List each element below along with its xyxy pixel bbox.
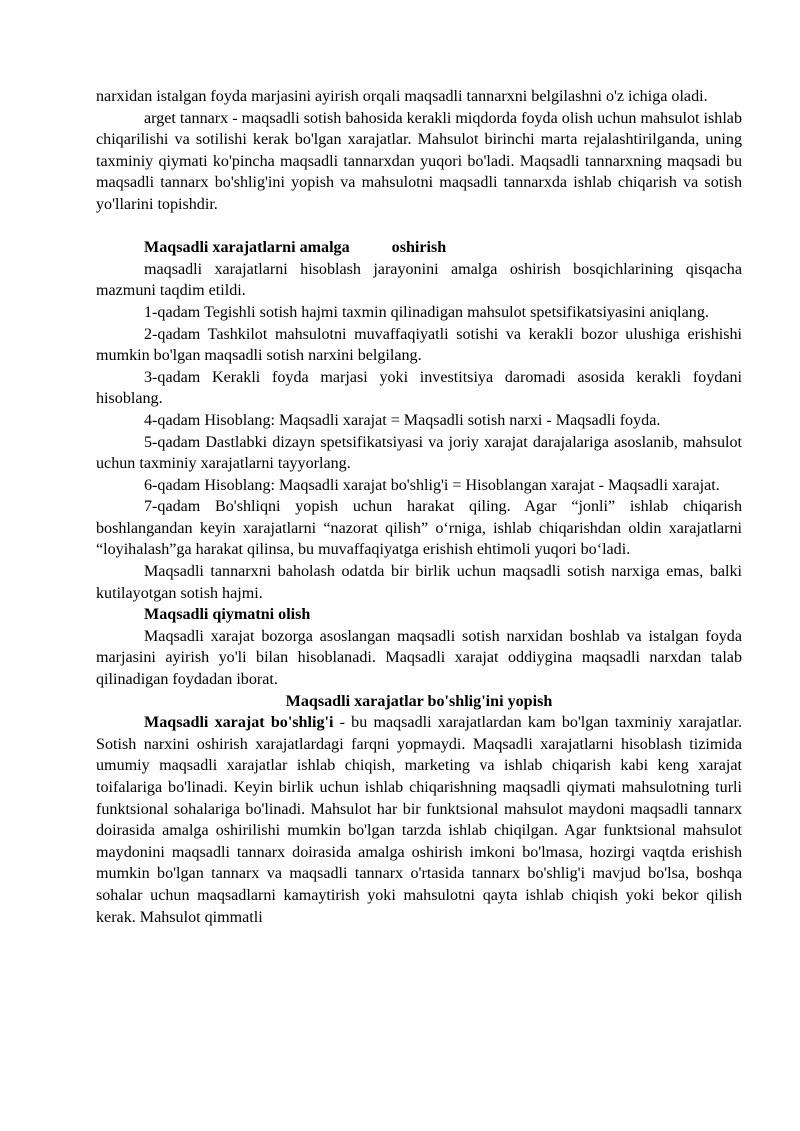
paragraph-target-cost-calculation: Maqsadli xarajat bozorga asoslangan maqsadli sotish narxidan boshlab va istalgan foyda marjasini ayirish yo'li bilan hisoblanadi. Maqsadli xarajat oddiygina maqsadli narxdan talab qilinadigan foydadan iborat.	[96, 627, 742, 689]
step-3: 3-qadam Kerakli foyda marjasi yoki investitsiya daromadi asosida kerakli foydani hisoblang.	[96, 368, 742, 408]
step-5: 5-qadam Dastlabki dizayn spetsifikatsiyasi va joriy xarajat darajalariga asoslanib, mahsulot uchun taxminiy xarajatlarni tayyorlang.	[96, 433, 742, 473]
heading-part-b: oshirish	[391, 239, 447, 257]
step-6: 6-qadam Hisoblang: Maqsadli xarajat bo'shlig'i = Hisoblangan xarajat - Maqsadli xarajat.	[144, 476, 720, 494]
heading-implementing-target-costs	[144, 237, 742, 259]
heading-part-a: Maqsadli xarajatlarni amalga	[144, 239, 350, 257]
step-4: 4-qadam Hisoblang: Maqsadli xarajat = Maqsadli sotish narxi - Maqsadli foyda.	[144, 411, 661, 429]
term-target-cost-gap: Maqsadli xarajat bo'shlig'i	[144, 714, 334, 732]
paragraph-process-summary: maqsadli xarajatlarni hisoblash jarayonini amalga oshirish bosqichlarining qisqacha mazmuni taqdim etildi.	[96, 260, 742, 300]
heading-obtaining-target-value: Maqsadli qiymatni olish	[144, 606, 311, 624]
step-7: 7-qadam Bo'shliqni yopish uchun harakat qiling. Agar “jonli” ishlab chiqarish boshlangandan keyin xarajatlarni “nazorat qilish” o‘rniga, ishlab chiqarishdan oldin xarajatlarni “loyihalash”ga harakat qilinsa, bu muvaffaqiyatga erishish ehtimoli yuqori bo‘ladi.	[96, 498, 742, 559]
paragraph-target-cost-definition: arget tannarx - maqsadli sotish bahosida kerakli miqdorda foyda olish uchun mahsulot ishlab chiqarilishi va sotilishi kerak bo'lgan xarajatlar. Mahsulot birinchi marta rejalashtirilganda, uning taxminiy qiymati ko'pincha maqsadli tannarxdan yuqori bo'ladi. Maqsadli tannarxning maqsadi bu maqsadli tannarx bo'shlig'ini yopish va mahsulotni maqsadli tannarxda ishlab chiqarish va sotish yo'llarini topishdir.	[96, 109, 742, 213]
paragraph-cost-gap-text: - bu maqsadli xarajatlardan kam bo'lgan taxminiy xarajatlar. Sotish narxini oshirish xarajatlardagi farqni yopmaydi. Maqsadli xarajatlarni hisoblash tizimida umumiy maqsadli xarajatlar ishlab chiqish, marketing va ishlab chiqarish kabi keng xarajat toifalariga bo'linadi. Keyin birlik uchun ishlab chiqarishning maqsadli qiymati mahsulotning turli funktsional sohalariga bo'linadi. Mahsulot har bir funktsional mahsulot maydoni maqsadli tannarx doirasida amalga oshirilishi mumkin bo'lgan tarzda ishlab chiqilgan. Agar funktsional mahsulot maydonini maqsadli tannarx doirasida amalga oshirish imkoni bo'lmasa, hozirgi vaqtda erishish mumkin bo'lgan tannarx va maqsadli tannarx o'rtasida tannarx bo'shlig'i mavjud bo'lsa, boshqa sohalar uchun maqsadlarni kamaytirish yoki mahsulotni qayta ishlab chiqish yoki bekor qilish kerak. Mahsulot qimmatli	[96, 714, 742, 926]
step-2: 2-qadam Tashkilot mahsulotni muvaffaqiyatli sotishi va kerakli bozor ulushiga erishishi mumkin bo'lgan maqsadli sotish narxini belgilang.	[96, 325, 742, 365]
paragraph-cost-gap	[96, 712, 742, 928]
step-1: 1-qadam Tegishli sotish hajmi taxmin qilinadigan mahsulot spetsifikatsiyasini aniqlang.	[144, 303, 709, 321]
heading-closing-cost-gap: Maqsadli xarajatlar bo'shlig'ini yopish	[285, 692, 553, 710]
document-page	[96, 86, 742, 928]
paragraph-valuation-note: Maqsadli tannarxni baholash odatda bir birlik uchun maqsadli sotish narxiga emas, balki kutilayotgan sotish hajmi.	[96, 563, 742, 602]
paragraph-intro-continuation: narxidan istalgan foyda marjasini ayirish orqali maqsadli tannarxni belgilashni o'z ichiga oladi.	[96, 88, 708, 105]
paragraph-gap	[96, 216, 742, 238]
